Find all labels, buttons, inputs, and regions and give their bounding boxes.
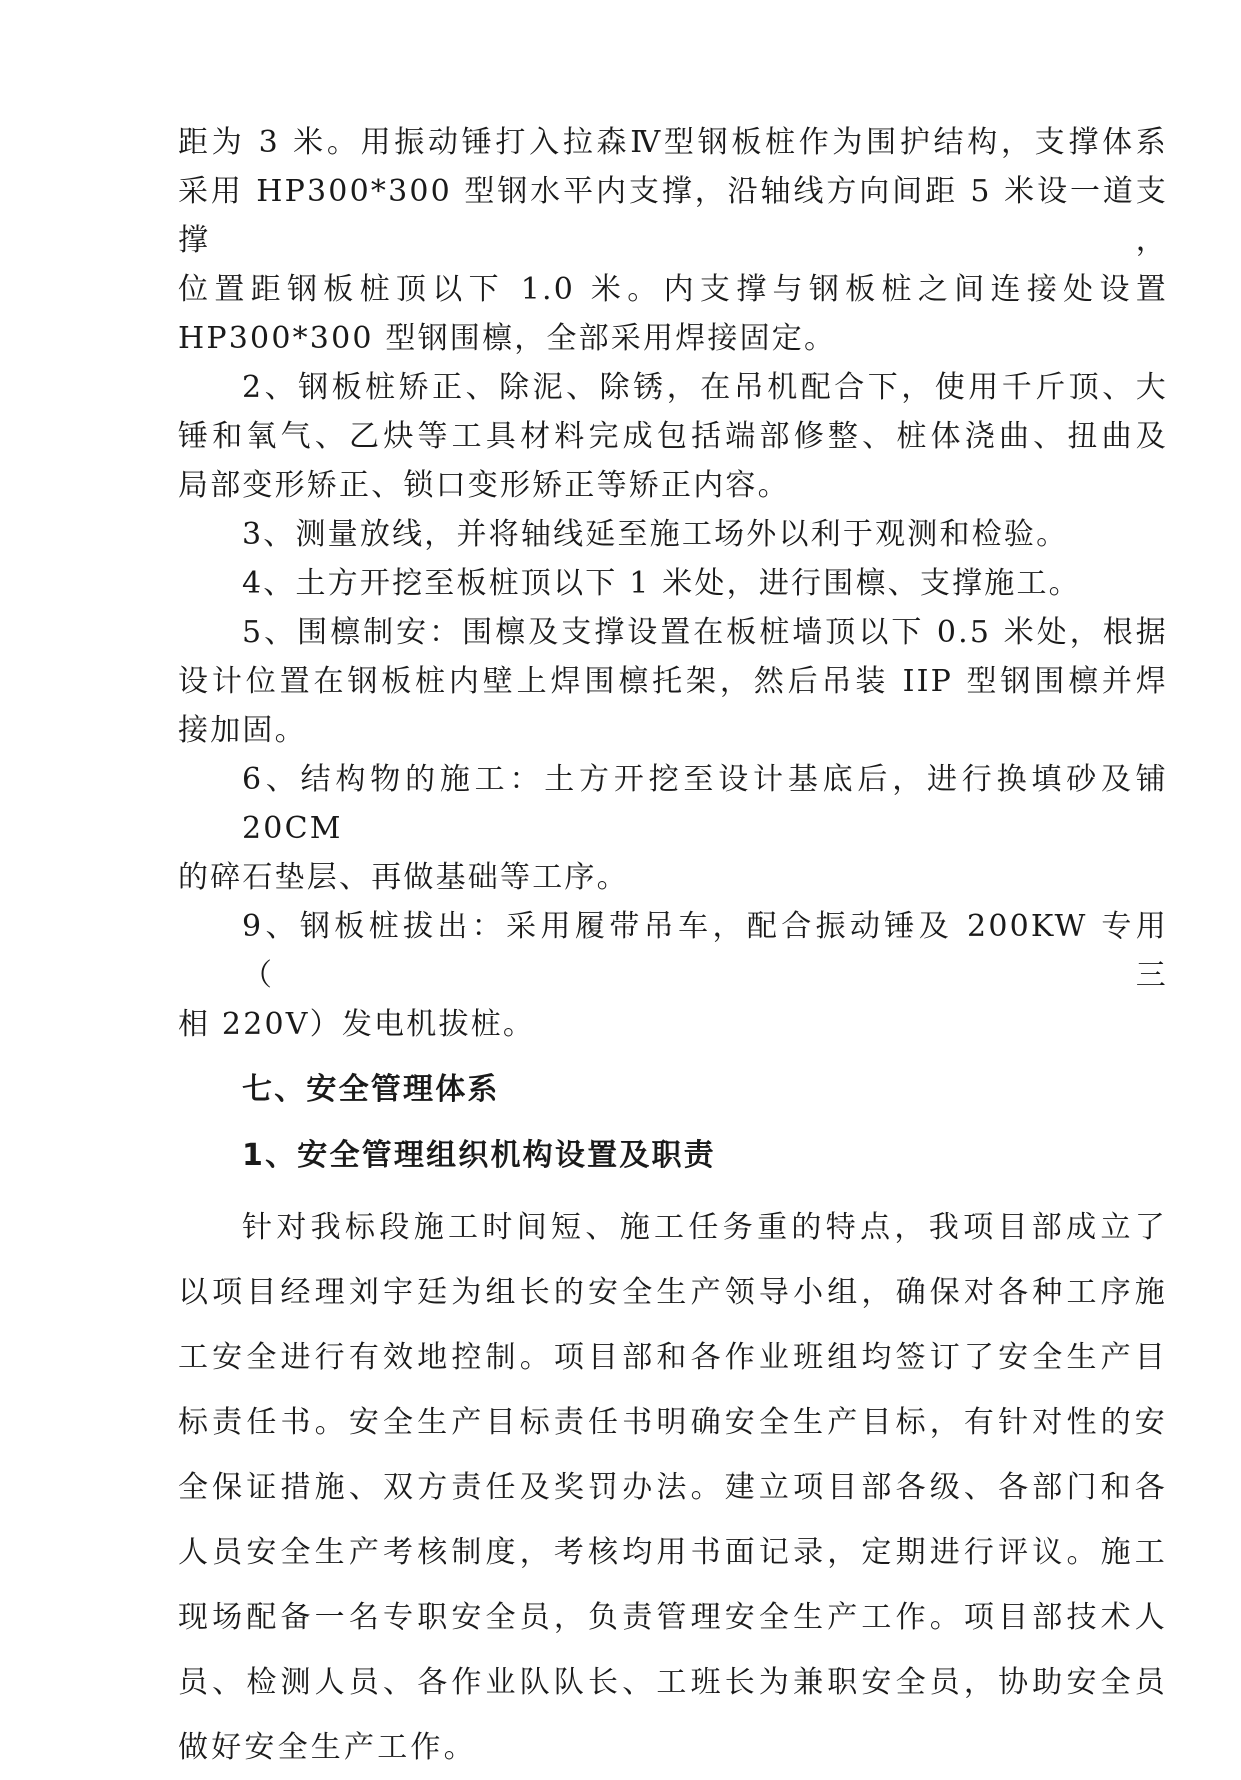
text-line: 的碎石垫层、再做基础等工序。 [178, 860, 629, 895]
text-line: 锤和氧气、乙炔等工具材料完成包括端部修整、桩体浇曲、扭曲及 [178, 419, 1168, 454]
text-line: 针对我标段施工时间短、施工任务重的特点，我项目部成立了 [242, 1210, 1168, 1245]
text-line: 设计位置在钢板桩内壁上焊围檩托架，然后吊装 IIP 型钢围檩并焊 [178, 664, 1168, 699]
intro-paragraph [178, 118, 1168, 363]
text-line: 人员安全生产考核制度，考核均用书面记录，定期进行评议。施工 [178, 1535, 1168, 1570]
document-page [178, 118, 1168, 1780]
text-line: 5、围檩制安：围檩及支撑设置在板桩墙顶以下 0.5 米处，根据 [242, 615, 1168, 650]
step-4-paragraph [178, 559, 1168, 608]
step-9-paragraph [178, 902, 1168, 1049]
safety-paragraph [178, 1195, 1168, 1780]
step-2-paragraph [178, 363, 1168, 510]
text-line: HP300*300 型钢围檩，全部采用焊接固定。 [178, 321, 837, 356]
text-line: 工安全进行有效地控制。项目部和各作业班组均签订了安全生产目 [178, 1340, 1168, 1375]
text-line: 相 220V）发电机拔桩。 [178, 1007, 536, 1042]
text-line: 现场配备一名专职安全员，负责管理安全生产工作。项目部技术人 [178, 1600, 1168, 1635]
text-line: 标责任书。安全生产目标责任书明确安全生产目标，有针对性的安 [178, 1405, 1168, 1440]
text-line: 员、检测人员、各作业队队长、工班长为兼职安全员，协助安全员 [178, 1665, 1168, 1700]
text-line: 6、结构物的施工：土方开挖至设计基底后，进行换填砂及铺 20CM [242, 762, 1168, 846]
text-line: 2、钢板桩矫正、除泥、除锈，在吊机配合下，使用千斤顶、大 [242, 370, 1168, 405]
text-line: 局部变形矫正、锁口变形矫正等矫正内容。 [178, 468, 790, 503]
text-line: 9、钢板桩拔出：采用履带吊车，配合振动锤及 200KW 专用（三 [242, 909, 1168, 993]
section-title: 七、安全管理体系 [242, 1072, 500, 1107]
section-subtitle: 1、安全管理组织机构设置及职责 [242, 1138, 716, 1173]
text-line: 位置距钢板桩顶以下 1.0 米。内支撑与钢板桩之间连接处设置 [178, 272, 1168, 307]
text-line: 距为 3 米。用振动锤打入拉森Ⅳ型钢板桩作为围护结构，支撑体系 [178, 125, 1168, 160]
text-line: 做好安全生产工作。 [178, 1730, 477, 1765]
step-5-paragraph [178, 608, 1168, 755]
text-line: 全保证措施、双方责任及奖罚办法。建立项目部各级、各部门和各 [178, 1470, 1168, 1505]
step-6-paragraph [178, 755, 1168, 902]
text-line: 3、测量放线，并将轴线延至施工场外以利于观测和检验。 [242, 517, 1069, 552]
step-3-paragraph [178, 510, 1168, 559]
text-line: 接加固。 [178, 713, 307, 748]
text-line: 采用 HP300*300 型钢水平内支撑，沿轴线方向间距 5 米设一道支撑， [178, 174, 1168, 258]
text-line: 4、土方开挖至板桩顶以下 1 米处，进行围檩、支撑施工。 [242, 566, 1081, 601]
text-line: 以项目经理刘宇廷为组长的安全生产领导小组，确保对各种工序施 [178, 1275, 1168, 1310]
